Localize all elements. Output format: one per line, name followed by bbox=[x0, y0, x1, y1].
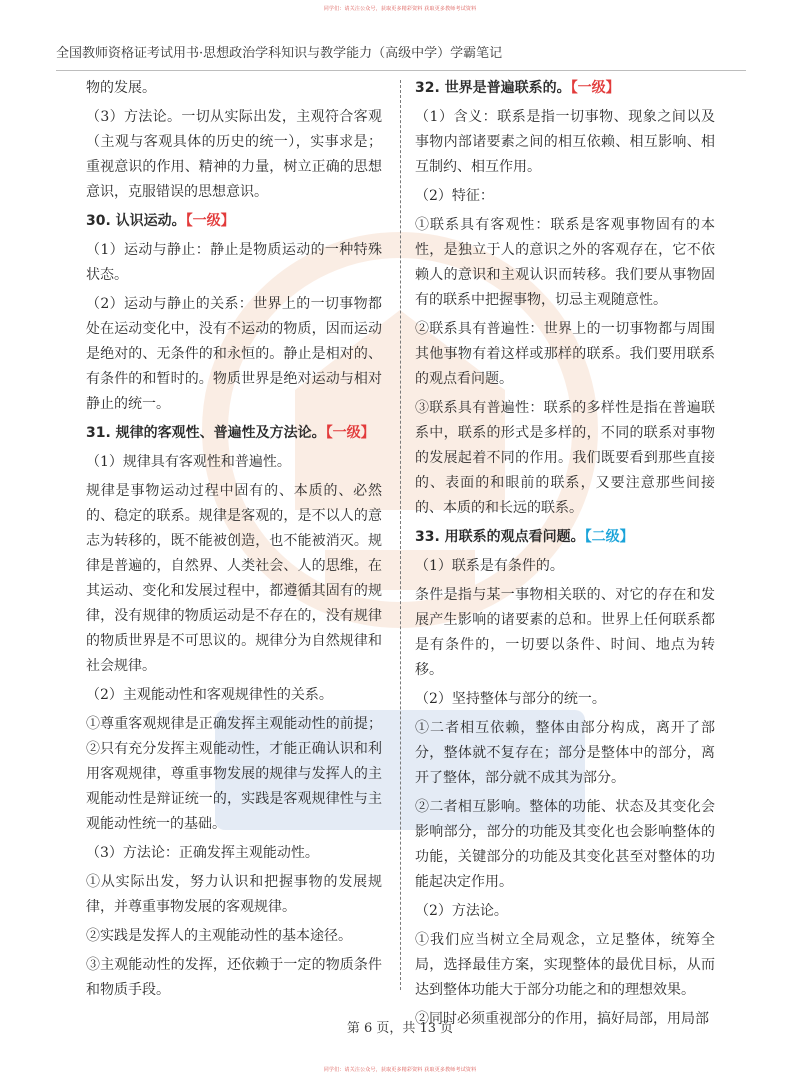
header-divider bbox=[56, 70, 746, 71]
level-tag: 【一级】 bbox=[570, 80, 620, 96]
section-heading bbox=[86, 209, 382, 234]
page-number: 第 6 页，共 13 页 bbox=[346, 1021, 454, 1036]
paragraph: （2）坚持整体与部分的统一。 bbox=[415, 691, 606, 707]
paragraph: ②二者相互影响。整体的功能、状态及其变化会影响部分，部分的功能及其变化也会影响整体的功能，关键部分的功能及其变化甚至对整体的功能起决定作用。 bbox=[415, 799, 715, 890]
bottom-notice: 同学们：请关注公众号，获取更多精彩资料 获取更多教师考试资料 bbox=[323, 1067, 477, 1073]
paragraph: ①从实际出发，努力认识和把握事物的发展规律，并尊重事物发展的客观规律。 bbox=[86, 874, 382, 915]
level-tag: 【一级】 bbox=[185, 213, 235, 229]
level-tag: 【二级】 bbox=[584, 529, 634, 545]
section-heading bbox=[415, 525, 715, 550]
paragraph: ②联系具有普遍性：世界上的一切事物都与周围其他事物有着这样或那样的联系。我们要用联系的观点看问题。 bbox=[415, 321, 715, 387]
paragraph: ③主观能动性的发挥，还依赖于一定的物质条件和物质手段。 bbox=[86, 957, 382, 998]
paragraph: （2）运动与静止的关系：世界上的一切事物都处在运动变化中，没有不运动的物质，因而运动是绝对的、无条件的和永恒的。静止是相对的、有条件的和暂时的。物质世界是绝对运动与相对静止的统一。 bbox=[86, 296, 382, 412]
top-notice: 同学们：请关注公众号，获取更多精彩资料 获取更多教师考试资料 bbox=[323, 6, 477, 12]
paragraph: （2）主观能动性和客观规律性的关系。 bbox=[86, 687, 333, 703]
paragraph: 条件是指与某一事物相关联的、对它的存在和发展产生影响的诸要素的总和。世界上任何联系都是有条件的，一切要以条件、时间、地点为转移。 bbox=[415, 587, 715, 678]
paragraph: ①尊重客观规律是正确发挥主观能动性的前提；②只有充分发挥主观能动性，才能正确认识和利用客观规律，尊重事物发展的规律与发挥人的主观能动性是辩证统一的，实践是客观规律性与主观能动性统一的基础。 bbox=[86, 716, 382, 832]
paragraph: （2）特征： bbox=[415, 188, 494, 204]
paragraph: 物的发展。 bbox=[86, 80, 156, 96]
right-column bbox=[415, 76, 715, 1036]
paragraph: ③联系具有普遍性：联系的多样性是指在普遍联系中，联系的形式是多样的，不同的联系对事物的发展起着不同的作用。我们既要看到那些直接的、表面的和眼前的联系，又要注意那些间接的、本质的和长远的联系。 bbox=[415, 400, 715, 516]
paragraph: ①二者相互依赖，整体由部分构成，离开了部分，整体就不复存在；部分是整体中的部分，离开了整体，部分就不成其为部分。 bbox=[415, 720, 715, 786]
paragraph: （1）含义：联系是指一切事物、现象之间以及事物内部诸要素之间的相互依赖、相互影响、相互制约、相互作用。 bbox=[415, 109, 715, 175]
paragraph: （1）运动与静止：静止是物质运动的一种特殊状态。 bbox=[86, 242, 382, 283]
paragraph: （2）方法论。 bbox=[415, 903, 508, 919]
paragraph: （3）方法论：正确发挥主观能动性。 bbox=[86, 845, 319, 861]
paragraph: ②实践是发挥人的主观能动性的基本途径。 bbox=[86, 928, 352, 944]
column-divider bbox=[400, 80, 401, 990]
left-column bbox=[86, 76, 382, 1007]
paragraph: （3）方法论。一切从实际出发，主观符合客观（主观与客观具体的历史的统一），实事求是；重视意识的作用、精神的力量，树立正确的思想意识，克服错误的思想意识。 bbox=[86, 109, 382, 200]
section-heading-text: 32. 世界是普遍联系的。 bbox=[415, 80, 571, 96]
page-header-title: 全国教师资格证考试用书·思想政治学科知识与教学能力（高级中学）学霸笔记 bbox=[56, 46, 503, 61]
section-heading-text: 33. 用联系的观点看问题。 bbox=[415, 529, 585, 545]
level-tag: 【一级】 bbox=[325, 425, 375, 441]
section-heading bbox=[86, 421, 382, 446]
paragraph: （1）联系是有条件的。 bbox=[415, 558, 564, 574]
paragraph: ②同时必须重视部分的作用，搞好局部，用局部 bbox=[415, 1011, 709, 1027]
paragraph: （1）规律具有客观性和普遍性。 bbox=[86, 454, 291, 470]
section-heading-text: 31. 规律的客观性、普遍性及方法论。 bbox=[86, 425, 326, 441]
section-heading-text: 30. 认识运动。 bbox=[86, 213, 186, 229]
paragraph: 规律是事物运动过程中固有的、本质的、必然的、稳定的联系。规律是客观的，是不以人的意志为转移的，既不能被创造，也不能被消灭。规律是普遍的，自然界、人类社会、人的思维，在其运动、变化和发展过程中，都遵循其固有的规律，没有规律的物质运动是不存在的，没有规律的物质世界是不可思议的。规律分为自然规律和社会规律。 bbox=[86, 483, 382, 674]
section-heading bbox=[415, 76, 715, 101]
paragraph: ①我们应当树立全局观念，立足整体，统筹全局，选择最佳方案，实现整体的最优目标，从而达到整体功能大于部分功能之和的理想效果。 bbox=[415, 932, 715, 998]
paragraph: ①联系具有客观性：联系是客观事物固有的本性，是独立于人的意识之外的客观存在，它不依赖人的意识和主观认识而转移。我们要从事物固有的联系中把握事物，切忌主观随意性。 bbox=[415, 217, 715, 308]
